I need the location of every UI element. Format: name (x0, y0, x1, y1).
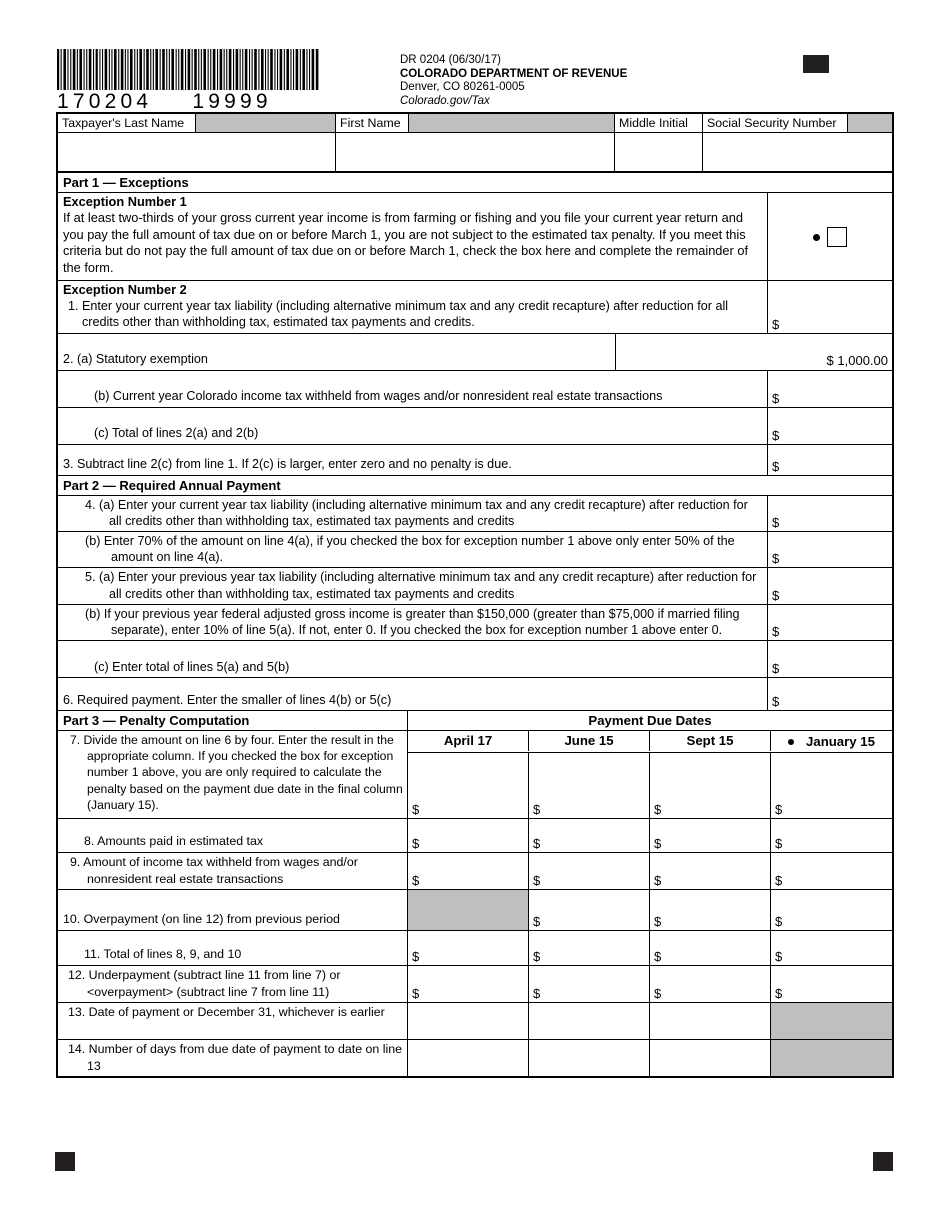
line-9-sept-cell[interactable] (650, 853, 771, 889)
first-name-input[interactable] (336, 133, 615, 171)
line-5b-label: (b) If your previous year federal adjusted gross income is greater than $150,000 (greater than $75,000 if married filing separate), enter 10% of line 5(a). If not, enter 0. If you checked the box for exception number 1 above enter 0. (85, 606, 740, 638)
line-8-june-cell[interactable] (529, 819, 650, 852)
line-8-january-cell[interactable] (771, 819, 892, 852)
line-2a-row (58, 333, 892, 370)
registration-mark-top-right-icon (803, 55, 829, 73)
line-5a-amount-cell[interactable] (768, 568, 892, 603)
line-7-sept-cell[interactable] (650, 753, 771, 818)
line-9-june-cell[interactable] (529, 853, 650, 889)
column-header-january-cell (771, 731, 892, 752)
line-8-june-dollar: $ (533, 836, 541, 852)
line-14-june-cell[interactable] (529, 1040, 650, 1076)
line-2b-dollar-sign: $ (772, 390, 780, 406)
line-8-april-dollar: $ (412, 836, 420, 852)
line-10-row (58, 889, 892, 930)
line-11-april-dollar: $ (412, 949, 420, 965)
line-6-dollar-sign: $ (772, 694, 780, 710)
line-9-april-dollar: $ (412, 873, 420, 889)
ssn-input[interactable] (703, 133, 892, 171)
form-number: DR 0204 (06/30/17) (400, 54, 502, 66)
exception-2-title: Exception Number 2 (63, 282, 187, 298)
line-11-label: 11. Total of lines 8, 9, and 10 (84, 946, 242, 961)
line-8-sept-dollar: $ (654, 836, 662, 852)
exception-2-line1-block (58, 281, 768, 333)
line-2a-amount-cell (616, 334, 892, 370)
line-5c-dollar-sign: $ (772, 661, 780, 677)
line-4a-label: 4. (a) Enter your current year tax liability (including alternative minimum tax and any credit recapture) after reduction for all credits other than withholding tax, estimated tax payments and credits (85, 497, 748, 528)
line-9-sept-dollar: $ (654, 873, 662, 889)
first-name-shade (409, 114, 615, 132)
due-date-header-row (408, 731, 892, 753)
line-5a-dollar-sign: $ (772, 587, 780, 603)
line-7-january-cell[interactable] (771, 753, 892, 818)
line-9-january-dollar: $ (775, 873, 783, 889)
line-8-sept-cell[interactable] (650, 819, 771, 852)
barcode-digits: 170204 19999 (57, 90, 272, 113)
line-7-entry-row (408, 753, 892, 818)
line-3-label: 3. Subtract line 2(c) from line 1. If 2(c) is larger, enter zero and no penalty is due. (63, 457, 512, 472)
line-4b-amount-cell[interactable] (768, 532, 892, 567)
line-12-january-cell[interactable] (771, 966, 892, 1002)
line-3-row (58, 444, 892, 475)
line-4a-amount-cell[interactable] (768, 496, 892, 531)
line-12-january-dollar: $ (775, 986, 783, 1002)
line-2a-amount: $ 1,000.00 (826, 352, 888, 368)
exception-1-checkbox[interactable] (827, 227, 847, 247)
payment-due-dates-header: Payment Due Dates (588, 713, 712, 729)
line-9-row (58, 852, 892, 889)
exception-1-checkbox-cell[interactable] (768, 193, 892, 280)
name-header-row (58, 114, 892, 132)
exception-2-line1-row (58, 280, 892, 333)
ssn-label: Social Security Number (703, 114, 848, 132)
line-11-sept-dollar: $ (654, 949, 662, 965)
line-14-january-cell-blocked (771, 1040, 892, 1076)
line-10-january-cell[interactable] (771, 890, 892, 930)
line-12-june-dollar: $ (533, 986, 541, 1002)
part1-header-row (58, 171, 892, 192)
line-5b-dollar-sign: $ (772, 624, 780, 640)
line-12-sept-cell[interactable] (650, 966, 771, 1002)
line-10-june-cell[interactable] (529, 890, 650, 930)
part3-header-row (58, 710, 892, 730)
column-header-sept: Sept 15 (650, 731, 771, 751)
line-12-row (58, 965, 892, 1002)
line-5b-amount-cell[interactable] (768, 605, 892, 640)
line-7-june-cell[interactable] (529, 753, 650, 818)
line-3-amount-cell[interactable] (768, 445, 892, 475)
line-10-january-dollar: $ (775, 914, 783, 930)
middle-initial-label: Middle Initial (615, 114, 703, 132)
line-11-january-dollar: $ (775, 949, 783, 965)
line-12-april-dollar: $ (412, 986, 420, 1002)
last-name-input[interactable] (58, 133, 336, 171)
bullet-marker-icon (813, 234, 820, 241)
line-4a-row (58, 495, 892, 531)
line-5c-label: (c) Enter total of lines 5(a) and 5(b) (94, 660, 290, 675)
part2-header-row (58, 475, 892, 495)
last-name-label: Taxpayer's Last Name (58, 114, 196, 132)
line-12-label: 12. Underpayment (subtract line 11 from line 7) or <overpayment> (subtract line 7 from line 11) (68, 968, 341, 1000)
line-8-row (58, 818, 892, 852)
column-header-june: June 15 (529, 731, 650, 751)
line-6-row (58, 677, 892, 710)
line-12-sept-dollar: $ (654, 986, 662, 1002)
line-9-april-cell[interactable] (408, 853, 529, 889)
line-7-june-dollar: $ (533, 802, 541, 818)
column-header-january: January 15 (806, 734, 875, 750)
line-8-label: 8. Amounts paid in estimated tax (84, 833, 264, 848)
line-9-january-cell[interactable] (771, 853, 892, 889)
line-6-label: 6. Required payment. Enter the smaller of lines 4(b) or 5(c) (63, 693, 392, 708)
middle-initial-input[interactable] (615, 133, 703, 171)
line-2b-amount-cell[interactable] (768, 371, 892, 407)
line-10-april-cell-blocked (408, 890, 529, 930)
part3-title: Part 3 — Penalty Computation (58, 711, 408, 730)
first-name-label: First Name (336, 114, 409, 132)
agency-address: Denver, CO 80261-0005 (400, 81, 525, 94)
line-7-label: 7. Divide the amount on line 6 by four. Enter the result in the appropriate column. If you checked the box for exception number 1 above, you are only required to calculate the penalty based on the payment due date in the final column (January 15). (70, 733, 403, 812)
bullet-marker-icon (788, 739, 794, 745)
line-11-april-cell[interactable] (408, 931, 529, 965)
line-1-amount-cell[interactable] (768, 281, 892, 333)
line-12-april-cell[interactable] (408, 966, 529, 1002)
line-9-label: 9. Amount of income tax withheld from wages and/or nonresident real estate transactions (70, 855, 358, 887)
form-body (56, 112, 894, 1078)
line-9-june-dollar: $ (533, 873, 541, 889)
line-13-january-cell-blocked (771, 1003, 892, 1039)
line-5c-row (58, 640, 892, 677)
line-14-row (58, 1039, 892, 1076)
line-2b-label: (b) Current year Colorado income tax withheld from wages and/or nonresident real estate transactions (94, 389, 663, 404)
line-5a-label: 5. (a) Enter your previous year tax liability (including alternative minimum tax and any credit recapture) after reduction for all credits other than withholding tax, estimated tax payments and credits (85, 570, 757, 601)
line-1-label: 1. Enter your current year tax liability (including alternative minimum tax and any credit recapture) after reduction for all credits other than withholding tax, estimated tax payments and credits. (68, 299, 729, 330)
part1-title: Part 1 — Exceptions (63, 175, 189, 190)
line-13-sept-cell[interactable] (650, 1003, 771, 1039)
line-5c-amount-cell[interactable] (768, 641, 892, 677)
line-7-april-cell[interactable] (408, 753, 529, 818)
line-13-june-cell[interactable] (529, 1003, 650, 1039)
agency-address-block (400, 54, 627, 108)
column-header-april: April 17 (408, 731, 529, 751)
line-7-january-dollar: $ (775, 802, 783, 818)
line-13-label: 13. Date of payment or December 31, whichever is earlier (68, 1005, 385, 1020)
line-8-april-cell[interactable] (408, 819, 529, 852)
line-6-amount-cell[interactable] (768, 678, 892, 710)
line-10-june-dollar: $ (533, 914, 541, 930)
barcode-image (57, 49, 319, 90)
line-12-june-cell[interactable] (529, 966, 650, 1002)
line-2a-label: 2. (a) Statutory exemption (63, 352, 208, 367)
line-13-april-cell[interactable] (408, 1003, 529, 1039)
line-7-sept-dollar: $ (654, 802, 662, 818)
line-8-january-dollar: $ (775, 836, 783, 852)
name-input-row (58, 132, 892, 171)
registration-mark-bottom-left-icon (55, 1152, 75, 1171)
line-13-row (58, 1002, 892, 1039)
line-11-june-dollar: $ (533, 949, 541, 965)
exception-1-title: Exception Number 1 (63, 194, 187, 209)
line-2c-label: (c) Total of lines 2(a) and 2(b) (94, 426, 259, 441)
line-14-label: 14. Number of days from due date of payment to date on line 13 (68, 1042, 403, 1074)
line-11-row (58, 930, 892, 965)
line-7-columns (408, 731, 892, 818)
line-11-january-cell[interactable] (771, 931, 892, 965)
line-2b-row (58, 370, 892, 407)
line-7-row (58, 730, 892, 818)
line-11-sept-cell[interactable] (650, 931, 771, 965)
line-2c-dollar-sign: $ (772, 427, 780, 443)
line-4b-row (58, 531, 892, 567)
line-14-sept-cell[interactable] (650, 1040, 771, 1076)
line-14-april-cell[interactable] (408, 1040, 529, 1076)
ssn-shade (848, 114, 892, 132)
line-5a-row (58, 567, 892, 603)
line-4a-dollar-sign: $ (772, 515, 780, 531)
barcode-block (57, 49, 319, 113)
line-10-sept-cell[interactable] (650, 890, 771, 930)
exception-1-description: If at least two-thirds of your gross current year income is from farming or fishing and you file your current year return and you pay the full amount of tax due on or before March 1, you are not subject to the estimated tax penalty. If you meet this criteria but do not pay the full amount of tax due on or before March 1, check the box here and complete the remainder of the form. (63, 210, 749, 275)
agency-name: COLORADO DEPARTMENT OF REVENUE (400, 67, 628, 80)
part2-title: Part 2 — Required Annual Payment (63, 477, 281, 493)
line-11-june-cell[interactable] (529, 931, 650, 965)
line-10-label: 10. Overpayment (on line 12) from previous period (63, 911, 340, 926)
line-4b-dollar-sign: $ (772, 551, 780, 567)
line-5b-row (58, 604, 892, 640)
line-3-dollar-sign: $ (772, 458, 780, 474)
form-header (0, 0, 950, 112)
exception-1-text-block (58, 193, 768, 280)
line-1-dollar-sign: $ (772, 316, 780, 332)
line-2c-amount-cell[interactable] (768, 408, 892, 444)
line-4b-label: (b) Enter 70% of the amount on line 4(a), if you checked the box for exception number 1 above only enter 50% of the amount on line 4(a). (85, 534, 735, 565)
registration-mark-bottom-right-icon (873, 1152, 893, 1171)
last-name-shade (196, 114, 336, 132)
line-7-april-dollar: $ (412, 802, 420, 818)
exception-1-row (58, 192, 892, 280)
line-2c-row (58, 407, 892, 444)
agency-website: Colorado.gov/Tax (400, 94, 490, 107)
line-10-sept-dollar: $ (654, 914, 662, 930)
